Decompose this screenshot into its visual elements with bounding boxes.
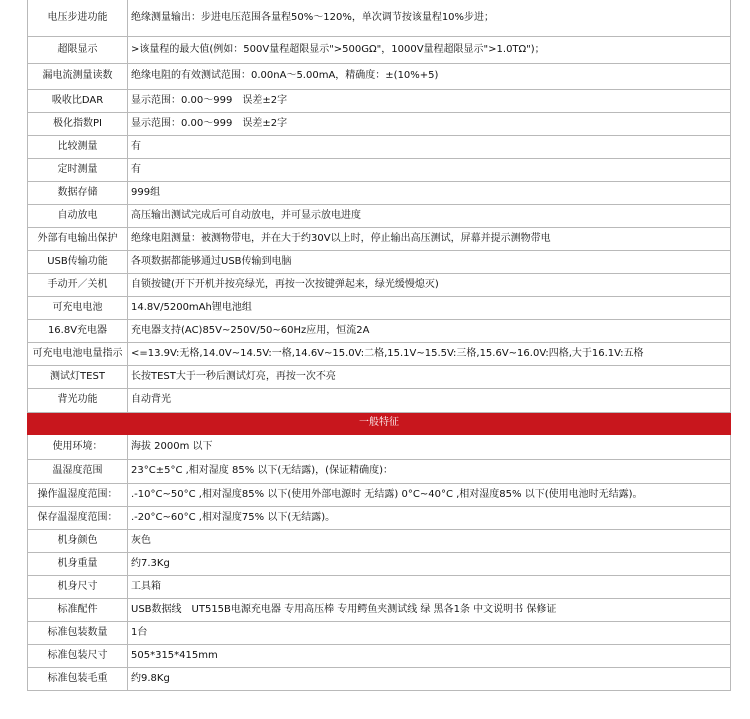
- spec-value: 灰色: [128, 529, 731, 552]
- spec-table-body: [28, 0, 731, 690]
- spec-label: 测试灯TEST: [28, 365, 128, 388]
- spec-value: 高压输出测试完成后可自动放电，并可显示放电进度: [128, 204, 731, 227]
- spec-row: [28, 273, 731, 296]
- spec-label: 可充电电池: [28, 296, 128, 319]
- spec-label: 吸收比DAR: [28, 89, 128, 112]
- spec-value: .-20°C~60°C ,相对湿度75% 以下(无结露)。: [128, 506, 731, 529]
- spec-label: 操作温湿度范围：: [28, 483, 128, 506]
- spec-value: 999组: [128, 181, 731, 204]
- spec-label: 机身颜色: [28, 529, 128, 552]
- spec-label: 温湿度范围: [28, 459, 128, 483]
- spec-label: 超限显示: [28, 36, 128, 63]
- spec-label: 16.8V充电器: [28, 319, 128, 342]
- spec-value: 工具箱: [128, 575, 731, 598]
- spec-label: 定时测量: [28, 158, 128, 181]
- spec-label: USB传输功能: [28, 250, 128, 273]
- spec-label: 机身尺寸: [28, 575, 128, 598]
- spec-value: 各项数据都能够通过USB传输到电脑: [128, 250, 731, 273]
- spec-value: 海拔 2000m 以下: [128, 434, 731, 459]
- spec-value: 绝缘电阻测量：被测物带电，并在大于约30V以上时，停止输出高压测试，屏幕并提示测物带电: [128, 227, 731, 250]
- spec-value: 约9.8Kg: [128, 667, 731, 690]
- spec-label: 标准配件: [28, 598, 128, 621]
- spec-row: [28, 365, 731, 388]
- spec-label: 外部有电输出保护: [28, 227, 128, 250]
- spec-row: [28, 552, 731, 575]
- spec-value: 1台: [128, 621, 731, 644]
- spec-value: 23°C±5°C ,相对湿度 85% 以下(无结露)，(保证精确度)：: [128, 459, 731, 483]
- spec-value: 自锁按键(开下开机并按亮绿光，再按一次按键弹起来，绿光缓慢熄灭): [128, 273, 731, 296]
- spec-label: 漏电流测量读数: [28, 63, 128, 89]
- spec-row: [28, 575, 731, 598]
- spec-row: [28, 0, 731, 36]
- spec-value: 约7.3Kg: [128, 552, 731, 575]
- spec-label: 比较测量: [28, 135, 128, 158]
- spec-label: 标准包装尺寸: [28, 644, 128, 667]
- spec-row: [28, 667, 731, 690]
- spec-value: .-10°C~50°C ,相对湿度85% 以下(使用外部电源时 无结露) 0°C~40°C ,相对湿度85% 以下(使用电池时无结露)。: [128, 483, 731, 506]
- spec-label: 数据存储: [28, 181, 128, 204]
- spec-value: <=13.9V:无格,14.0V~14.5V:一格,14.6V~15.0V:二格,15.1V~15.5V:三格,15.6V~16.0V:四格,大于16.1V:五格: [128, 342, 731, 365]
- spec-row: [28, 459, 731, 483]
- spec-label: 极化指数PI: [28, 112, 128, 135]
- spec-label: 标准包装数量: [28, 621, 128, 644]
- section-header-row: [28, 412, 731, 434]
- spec-value: 有: [128, 135, 731, 158]
- spec-label: 标准包装毛重: [28, 667, 128, 690]
- spec-value: 长按TEST大于一秒后测试灯亮，再按一次不亮: [128, 365, 731, 388]
- spec-label: 电压步进功能: [28, 0, 128, 36]
- spec-row: [28, 227, 731, 250]
- spec-table: [27, 0, 731, 691]
- spec-row: [28, 135, 731, 158]
- spec-row: [28, 434, 731, 459]
- spec-label: 自动放电: [28, 204, 128, 227]
- spec-label: 可充电电池电量指示: [28, 342, 128, 365]
- spec-row: [28, 250, 731, 273]
- spec-value: 显示范围：0.00～999 误差±2字: [128, 112, 731, 135]
- spec-value: 绝缘电阻的有效测试范围：0.00nA～5.00mA，精确度：±(10%+5): [128, 63, 731, 89]
- spec-value: 自动背光: [128, 388, 731, 412]
- spec-row: [28, 204, 731, 227]
- spec-row: [28, 319, 731, 342]
- spec-value: 有: [128, 158, 731, 181]
- spec-label: 背光功能: [28, 388, 128, 412]
- spec-row: [28, 621, 731, 644]
- spec-value: 505*315*415mm: [128, 644, 731, 667]
- section-title: 一般特征: [28, 412, 731, 434]
- spec-row: [28, 112, 731, 135]
- spec-label: 机身重量: [28, 552, 128, 575]
- spec-value: USB数据线 UT515B电源充电器 专用高压棒 专用鳄鱼夹测试线 绿 黑各1条 中文说明书 保修证: [128, 598, 731, 621]
- spec-row: [28, 296, 731, 319]
- spec-row: [28, 644, 731, 667]
- spec-value: 充电器支持(AC)85V~250V/50~60Hz应用，恒流2A: [128, 319, 731, 342]
- spec-value: 绝缘测量输出：步进电压范围各量程50%～120%，单次调节按该量程10%步进；: [128, 0, 731, 36]
- spec-row: [28, 181, 731, 204]
- spec-row: [28, 63, 731, 89]
- spec-value: >该量程的最大值(例如：500V量程超限显示">500GΩ"，1000V量程超限显示">1.0TΩ")；: [128, 36, 731, 63]
- spec-label: 使用环境：: [28, 434, 128, 459]
- spec-row: [28, 158, 731, 181]
- spec-label: 手动开／关机: [28, 273, 128, 296]
- spec-row: [28, 483, 731, 506]
- spec-row: [28, 388, 731, 412]
- spec-row: [28, 598, 731, 621]
- spec-row: [28, 89, 731, 112]
- spec-label: 保存温湿度范围：: [28, 506, 128, 529]
- spec-value: 显示范围：0.00～999 误差±2字: [128, 89, 731, 112]
- spec-row: [28, 342, 731, 365]
- spec-row: [28, 529, 731, 552]
- spec-row: [28, 36, 731, 63]
- spec-row: [28, 506, 731, 529]
- spec-value: 14.8V/5200mAh锂电池组: [128, 296, 731, 319]
